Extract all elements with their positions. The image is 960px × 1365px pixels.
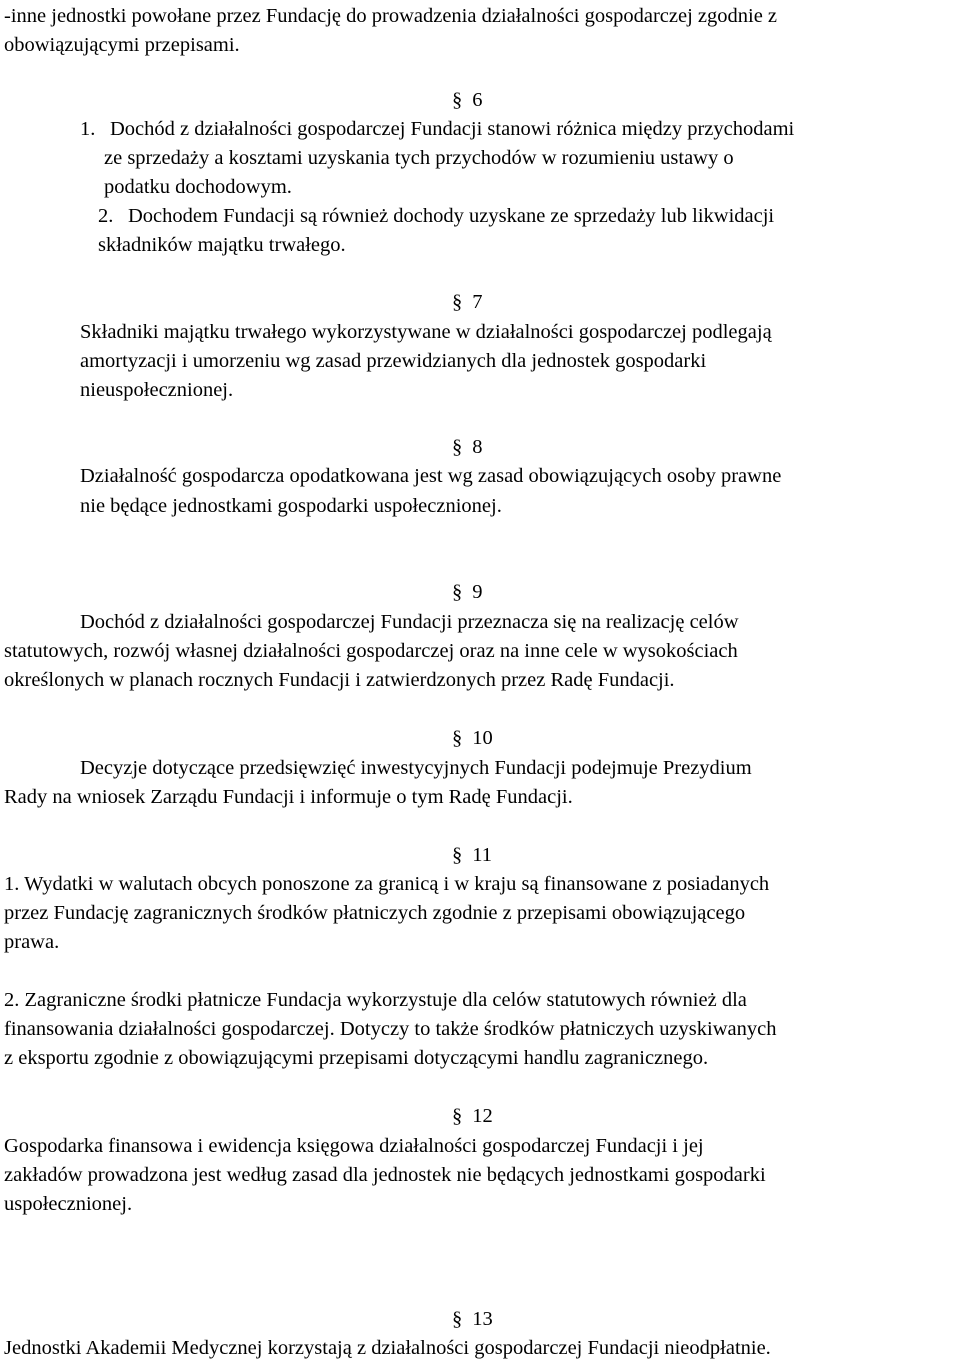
section-number: 9 xyxy=(472,581,483,603)
section-9-line-1: Dochód z działalności gospodarczej Fundacji przeznacza się na realizację celów xyxy=(80,611,739,633)
section-9-heading xyxy=(452,582,483,603)
section-symbol: § xyxy=(452,727,463,749)
section-number: 6 xyxy=(472,89,483,111)
section-6-p1-marker: 1. xyxy=(80,118,96,140)
section-6-heading xyxy=(452,90,483,111)
section-number: 11 xyxy=(472,844,492,866)
section-12-line-3: uspołecznionej. xyxy=(4,1193,133,1215)
section-9-line-2: statutowych, rozwój własnej działalności gospodarczej oraz na inne cele w wysokościach xyxy=(4,640,738,662)
section-12-line-2: zakładów prowadzona jest według zasad dla jednostek nie będących jednostkami gospodarki xyxy=(4,1164,766,1186)
section-10-heading xyxy=(452,728,493,749)
section-13-line-1: Jednostki Akademii Medycznej korzystają z działalności gospodarczej Fundacji nieodpłatnie. xyxy=(4,1337,771,1359)
intro-line-2: obowiązującymi przepisami. xyxy=(4,34,240,56)
section-6-p2-line-1: Dochodem Fundacji są również dochody uzyskane ze sprzedaży lub likwidacji xyxy=(128,205,775,227)
section-6-p1-line-2: ze sprzedaży a kosztami uzyskania tych przychodów w rozumieniu ustawy o xyxy=(104,147,734,169)
section-6-p2-marker: 2. xyxy=(98,205,114,227)
section-11-p2-line-2: finansowania działalności gospodarczej. Dotyczy to także środków płatniczych uzyskiwanych xyxy=(4,1018,777,1040)
section-7-line-1: Składniki majątku trwałego wykorzystywane w działalności gospodarczej podlegają xyxy=(80,321,772,343)
intro-line-1: -inne jednostki powołane przez Fundację do prowadzenia działalności gospodarczej zgodnie z xyxy=(4,5,778,27)
section-symbol: § xyxy=(452,581,463,603)
section-symbol: § xyxy=(452,89,463,111)
section-6-p1-line-1: Dochód z działalności gospodarczej Fundacji stanowi różnica między przychodami xyxy=(110,118,795,140)
section-10-line-1: Decyzje dotyczące przedsięwzięć inwestycyjnych Fundacji podejmuje Prezydium xyxy=(80,757,752,779)
section-symbol: § xyxy=(452,844,463,866)
section-8-line-1: Działalność gospodarcza opodatkowana jest wg zasad obowiązujących osoby prawne xyxy=(80,465,782,487)
section-7-line-2: amortyzacji i umorzeniu wg zasad przewidzianych dla jednostek gospodarki xyxy=(80,350,707,372)
section-7-line-3: nieuspołecznionej. xyxy=(80,379,234,401)
section-11-p2-line-3: z eksportu zgodnie z obowiązującymi przepisami dotyczącymi handlu zagranicznego. xyxy=(4,1047,709,1069)
section-symbol: § xyxy=(452,436,463,458)
section-number: 8 xyxy=(472,436,483,458)
section-11-heading xyxy=(452,845,492,866)
section-symbol: § xyxy=(452,1308,463,1330)
section-7-heading xyxy=(452,292,483,313)
section-number: 13 xyxy=(472,1308,493,1330)
section-number: 12 xyxy=(472,1105,493,1127)
section-number: 10 xyxy=(472,727,493,749)
section-number: 7 xyxy=(472,291,483,313)
section-11-p1-line-3: prawa. xyxy=(4,931,60,953)
section-11-p1-line-2: przez Fundację zagranicznych środków płatniczych zgodnie z przepisami obowiązującego xyxy=(4,902,746,924)
section-symbol: § xyxy=(452,291,463,313)
section-6-p2-line-2: składników majątku trwałego. xyxy=(98,234,346,256)
section-symbol: § xyxy=(452,1105,463,1127)
section-11-p1-line-1: 1. Wydatki w walutach obcych ponoszone za granicą i w kraju są finansowane z posiadanych xyxy=(4,873,770,895)
section-12-line-1: Gospodarka finansowa i ewidencja księgowa działalności gospodarczej Fundacji i jej xyxy=(4,1135,704,1157)
section-11-p2-line-1: 2. Zagraniczne środki płatnicze Fundacja wykorzystuje dla celów statutowych również dla xyxy=(4,989,747,1011)
section-9-line-3: określonych w planach rocznych Fundacji i zatwierdzonych przez Radę Fundacji. xyxy=(4,669,675,691)
section-8-heading xyxy=(452,437,483,458)
section-6-p1-line-3: podatku dochodowym. xyxy=(104,176,292,198)
section-10-line-2: Rady na wniosek Zarządu Fundacji i informuje o tym Radę Fundacji. xyxy=(4,786,573,808)
section-8-line-2: nie będące jednostkami gospodarki uspołecznionej. xyxy=(80,495,502,517)
section-13-heading xyxy=(452,1309,493,1330)
section-12-heading xyxy=(452,1106,493,1127)
